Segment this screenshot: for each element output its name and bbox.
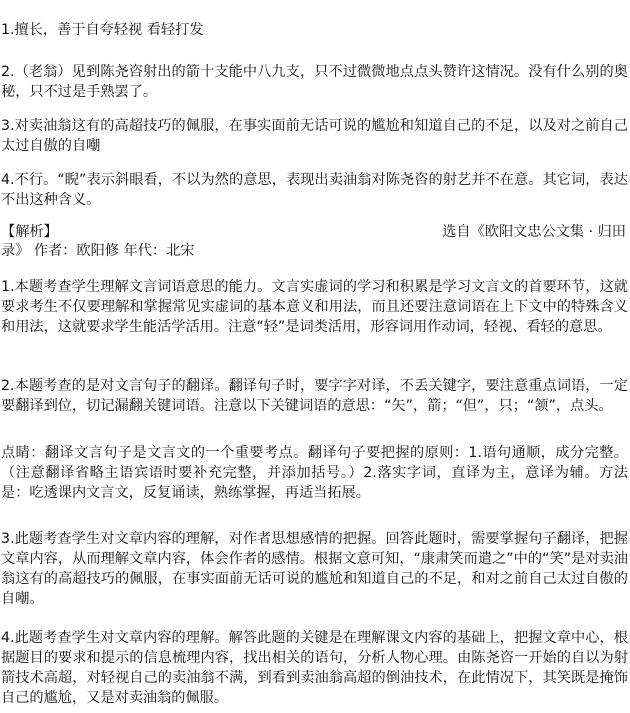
answer-2: 2.（老翁）见到陈尧咨射出的箭十支能中八九支，只不过微微地点点头赞许这情况。没有什么别的奥秘，只不过是手熟罢了。: [1, 64, 628, 100]
source-line-1: 选自《欧阳文忠公文集 · 归田: [442, 224, 626, 240]
answer-3: 3.对卖油翁这有的高超技巧的佩服，在事实面前无话可说的尴尬和知道自己的不足，以及对之前自己太过自傲的自嘲: [1, 118, 628, 154]
analysis-item-1: 1.本题考查学生理解文言词语意思的能力。文言实虚词的学习和积累是学习文言文的首要环节，这就要求考生不仅要理解和掌握常见实虚词的基本意义和用法，而且还要注意词语在上下文中的特殊含义和用法，这就要求学生能活学活用。注意“轻”是词类活用，形容词用作动词，轻视、看轻的意思。: [1, 279, 628, 335]
analysis-note: 点睛：翻译文言句子是文言文的一个重要考点。翻译句子要把握的原则：1.语句通顺，成分完整。（注意翻译省略主语宾语时要补充完整，并添加括号。）2.落实字词，直译为主，意译为辅。方法是：吃透课内文言文，反复诵读，熟练掌握，再适当拓展。: [1, 445, 628, 501]
source-line-2: 录》 作者：欧阳修 年代：北宋: [1, 243, 195, 259]
analysis-item-2: 2.本题考查的是对文言句子的翻译。翻译句子时，要字字对译，不丢关键字，要注意重点词语，一定要翻译到位，切记漏翻关键词语。注意以下关键词语的意思：“矢”，箭；“但”，只；“颔”，点头。: [1, 378, 628, 414]
answer-1: 1.擅长，善于自夸轻视 看轻打发: [1, 22, 204, 38]
analysis-item-4: 4.此题考查学生对文章内容的理解。解答此题的关键是在理解课文内容的基础上，把握文章中心，根据题目的要求和提示的信息梳理内容，找出相关的语句，分析人物心理。由陈尧咨一开始的自以为射箭技术高超，对轻视自己的卖油翁不满，到看到卖油翁高超的倒油技术，在此情况下，其笑既是掩饰自己的尴尬，又是对卖油翁的佩服。: [1, 630, 628, 706]
answer-4: 4.不行。“睨”表示斜眼看，不以为然的意思，表现出卖油翁对陈尧咨的射艺并不在意。其它词，表达不出这种含义。: [1, 172, 628, 208]
analysis-label: 【解析】: [1, 224, 58, 240]
analysis-item-3: 3.此题考查学生对文章内容的理解，对作者思想感情的把握。回答此题时，需要掌握句子翻译，把握文章内容，从而理解文章内容，体会作者的感情。根据文意可知，“康肃笑而遣之”中的“笑”是对卖油翁这有的高超技巧的佩服，在事实面前无话可说的尴尬和知道自己的不足，和对之前自己太过自傲的自嘲。: [1, 531, 628, 607]
